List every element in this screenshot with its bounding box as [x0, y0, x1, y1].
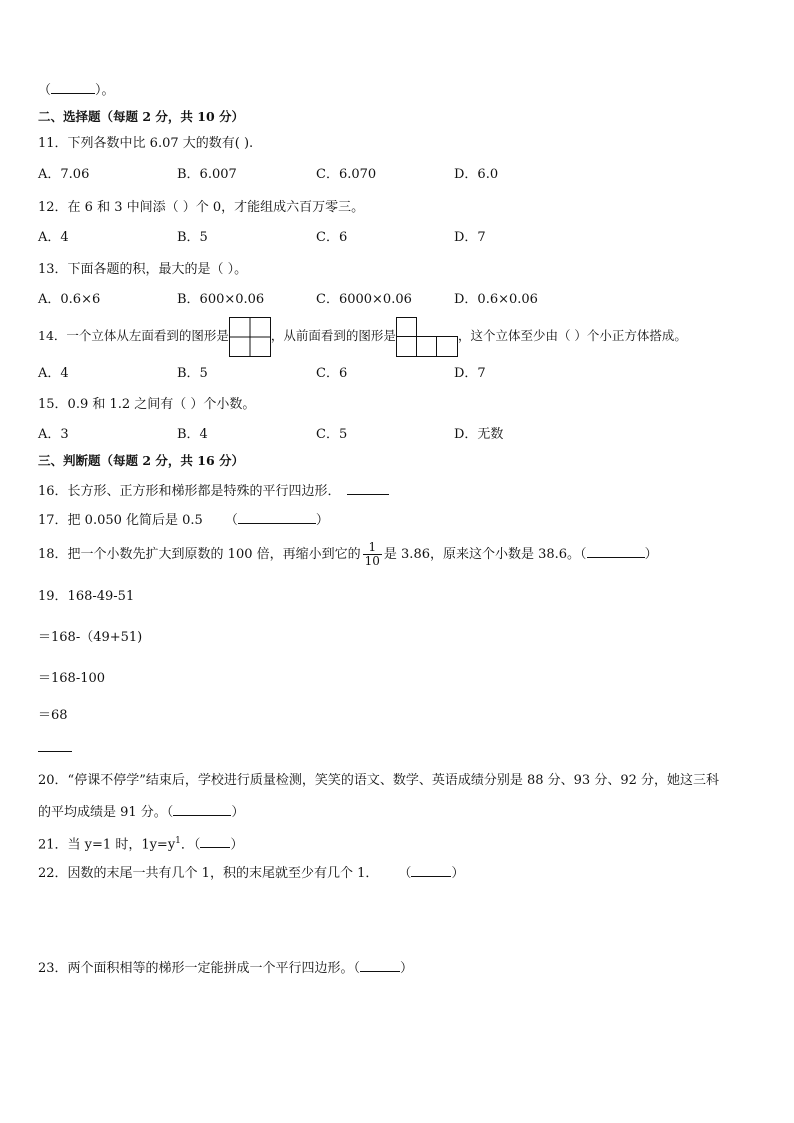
answer-blank[interactable]	[51, 80, 95, 94]
q12-option-c[interactable]: C．6	[316, 230, 348, 245]
question-21	[38, 833, 243, 853]
q20-line1: 20．“停课不停学”结束后，学校进行质量检测，笑笑的语文、数学、英语成绩分别是 88 分、93 分、92 分，她这三科	[38, 773, 719, 788]
paren-close: ）	[451, 866, 465, 881]
q16-answer-blank[interactable]	[347, 481, 389, 495]
paren-open: （	[224, 513, 238, 528]
question-20-line2	[38, 802, 244, 821]
q22-text: 22．因数的末尾一共有几个 1，积的末尾就至少有几个 1．	[38, 866, 379, 881]
q21-text-after: ．（	[180, 837, 201, 853]
question-23	[38, 958, 413, 977]
left-view-figure	[229, 317, 271, 357]
q19-line3: ＝168-100	[38, 671, 106, 686]
question-14	[38, 316, 687, 357]
question-17	[38, 510, 329, 529]
paren-close: ）	[231, 805, 245, 820]
paren-close: ）。	[95, 83, 115, 98]
paren-close: ）	[315, 513, 329, 528]
fraction-denominator: 10	[364, 554, 380, 568]
paren-close: ）	[230, 837, 244, 853]
q11-option-c[interactable]: C．6.070	[316, 167, 377, 182]
q22-answer-blank[interactable]	[411, 863, 451, 877]
q11-option-b[interactable]: B．6.007	[177, 167, 237, 182]
q12-option-b[interactable]: B．5	[177, 230, 208, 245]
section-title-choice: 二、选择题（每题 2 分，共 10 分）	[38, 109, 245, 124]
q18-answer-blank[interactable]	[587, 544, 645, 558]
q21-superscript: 1	[175, 836, 181, 846]
q13-option-a[interactable]: A．0.6×6	[38, 292, 101, 307]
q19-line1: 19．168-49-51	[38, 589, 135, 604]
question-13: 13．下面各题的积，最大的是（ ）。	[38, 262, 248, 277]
q23-text: 23．两个面积相等的梯形一定能拼成一个平行四边形。（	[38, 961, 361, 976]
q12-option-a[interactable]: A．4	[38, 230, 69, 245]
previous-question-fragment	[38, 80, 115, 99]
q19-answer-blank[interactable]	[38, 751, 72, 752]
front-view-figure	[396, 317, 458, 357]
q19-line2: ＝168-（49+51)	[38, 630, 143, 645]
paren-close: ）	[644, 547, 658, 562]
question-16	[38, 481, 389, 500]
q15-option-d[interactable]: D．无数	[454, 427, 504, 442]
question-18	[38, 535, 658, 575]
q11-option-a[interactable]: A．7.06	[38, 167, 90, 182]
question-22	[38, 863, 464, 882]
paren-open: （	[398, 866, 412, 881]
fraction-one-tenth	[363, 541, 382, 568]
q21-answer-blank[interactable]	[200, 834, 230, 848]
q16-text: 16．长方形、正方形和梯形都是特殊的平行四边形．	[38, 484, 341, 499]
q23-answer-blank[interactable]	[360, 958, 400, 972]
q18-text-part2: 是 3.86，原来这个小数是 38.6。（	[383, 547, 587, 562]
q14-text-part1: 14．一个立体从左面看到的图形是	[38, 328, 229, 343]
q13-option-c[interactable]: C．6000×0.06	[316, 292, 412, 307]
q20-text-line2: 的平均成绩是 91 分。（	[38, 805, 174, 820]
q21-text: 21．当 y=1 时，1y=y	[38, 837, 176, 853]
q18-text-part1: 18．把一个小数先扩大到原数的 100 倍，再缩小到它的	[38, 547, 361, 562]
q15-option-a[interactable]: A．3	[38, 427, 69, 442]
question-11: 11．下列各数中比 6.07 大的数有( ).	[38, 136, 254, 151]
paren-open: （	[38, 83, 52, 98]
section-title-judgement: 三、判断题（每题 2 分，共 16 分）	[38, 453, 245, 468]
q19-line4: ＝68	[38, 708, 68, 723]
question-15: 15．0.9 和 1.2 之间有（ ）个小数。	[38, 397, 256, 412]
q20-answer-blank[interactable]	[173, 802, 231, 816]
q15-option-b[interactable]: B．4	[177, 427, 208, 442]
q14-option-c[interactable]: C．6	[316, 366, 348, 381]
q11-option-d[interactable]: D．6.0	[454, 167, 499, 182]
q15-option-c[interactable]: C．5	[316, 427, 348, 442]
q14-text-part3: ，这个立体至少由（ ）个小正方体搭成。	[457, 328, 687, 343]
q13-option-b[interactable]: B．600×0.06	[177, 292, 265, 307]
fraction-numerator: 1	[368, 540, 377, 554]
q14-text-part2: ，从前面看到的图形是	[270, 328, 396, 343]
q13-option-d[interactable]: D．0.6×0.06	[454, 292, 538, 307]
question-12: 12．在 6 和 3 中间添（ ）个 0，才能组成六百万零三。	[38, 200, 365, 215]
q17-answer-blank[interactable]	[238, 510, 316, 524]
q12-option-d[interactable]: D．7	[454, 230, 486, 245]
paren-close: ）	[400, 961, 414, 976]
q14-option-d[interactable]: D．7	[454, 366, 486, 381]
q17-text: 17．把 0.050 化简后是 0.5	[38, 513, 203, 528]
q14-option-b[interactable]: B．5	[177, 366, 208, 381]
q14-option-a[interactable]: A．4	[38, 366, 69, 381]
